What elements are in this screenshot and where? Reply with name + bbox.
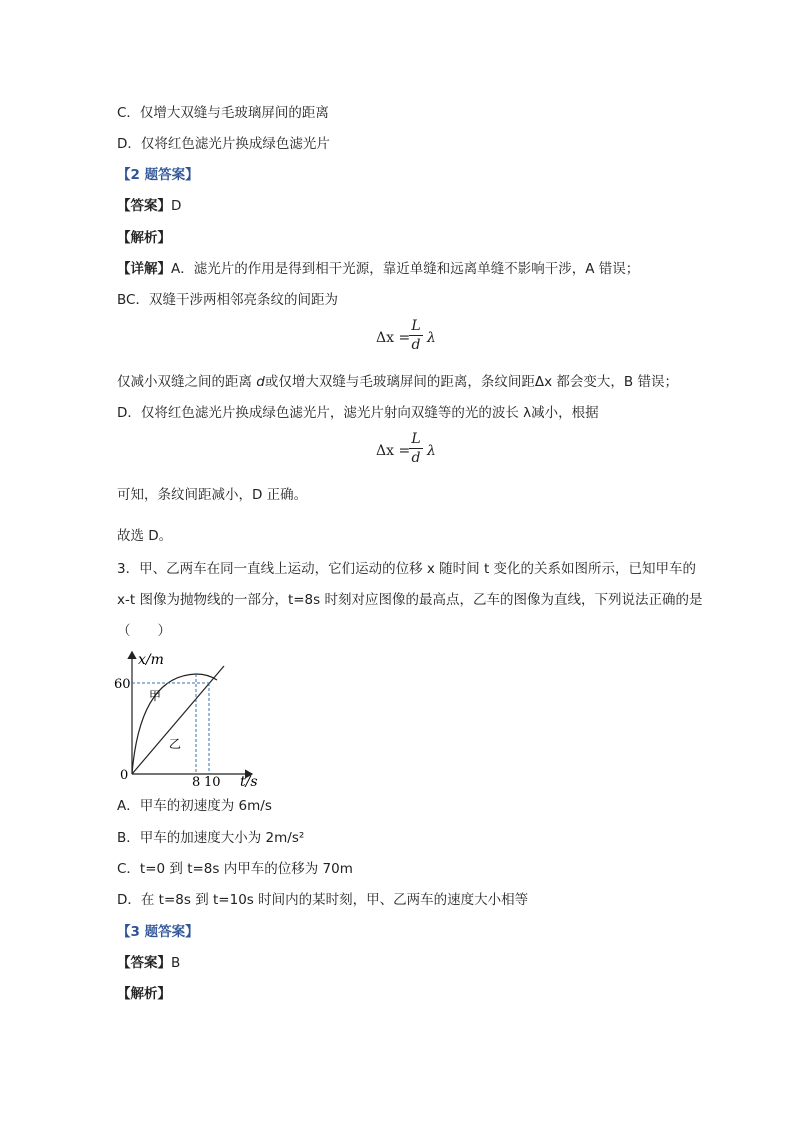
- fraction-bar: [409, 335, 423, 336]
- answer-label: 【答案】: [117, 955, 171, 971]
- q3-stem-line1: 3．甲、乙两车在同一直线上运动，它们运动的位移 x 随时间 t 变化的关系如图所示，已知甲车的: [117, 561, 697, 577]
- detail-label: 【详解】: [117, 261, 171, 277]
- q2-answer-header: 【2 题答案】: [117, 167, 199, 183]
- fringe-spacing-formula-1: [376, 318, 466, 358]
- q3-answer-header: 【3 题答案】: [117, 924, 199, 940]
- q2-d-result: 可知，条纹间距减小，D 正确。: [117, 487, 308, 503]
- q2-detail-d: D．仅将红色滤光片换成绿色滤光片，滤光片射向双缝等的光的波长 λ减小，根据: [117, 405, 599, 421]
- q2-conclusion: 故选 D。: [117, 528, 173, 544]
- y-axis-label: x/m: [138, 652, 164, 668]
- answer-label: 【答案】: [117, 198, 171, 214]
- formula-numerator: L: [411, 431, 421, 447]
- yi-label: 乙: [169, 737, 182, 751]
- q3-option-a: A．甲车的初速度为 6m/s: [117, 798, 272, 814]
- q3-option-c: C．t=0 到 t=8s 内甲车的位移为 70m: [117, 861, 353, 877]
- formula-lhs: Δx =: [376, 443, 411, 459]
- q2-answer: [117, 197, 181, 215]
- q2-analysis-label: 【解析】: [117, 230, 171, 246]
- bc-result-var: d: [256, 374, 265, 390]
- q2-option-c: C．仅增大双缝与毛玻璃屏间的距离: [117, 105, 329, 121]
- q3-stem-line2: x-t 图像为抛物线的一部分，t=8s 时刻对应图像的最高点，乙车的图像为直线，下列说法正确的是: [117, 592, 703, 608]
- q2-bc-result: [117, 373, 678, 391]
- detail-a-text: A．滤光片的作用是得到相干光源，靠近单缝和远离单缝不影响干涉，A 错误；: [171, 261, 640, 277]
- q3-stem-line3: （ ）: [117, 623, 171, 639]
- answer-value: D: [171, 198, 182, 214]
- q2-detail-bc: BC．双缝干涉两相邻亮条纹的间距为: [117, 292, 338, 308]
- q3-option-d: D．在 t=8s 到 t=10s 时间内的某时刻，甲、乙两车的速度大小相等: [117, 892, 529, 908]
- yi-line: [132, 666, 224, 774]
- x-axis-label: t/s: [240, 774, 258, 788]
- x-tick-10: 10: [204, 775, 221, 788]
- xt-graph: [112, 648, 272, 788]
- origin-label: 0: [120, 768, 129, 783]
- formula-lhs: Δx =: [376, 330, 411, 346]
- q3-option-b: B．甲车的加速度大小为 2m/s²: [117, 830, 305, 846]
- q2-detail-a: [117, 260, 639, 278]
- bc-result-post: 或仅增大双缝与毛玻璃屏间的距离，条纹间距Δx 都会变大，B 错误；: [264, 374, 678, 390]
- q2-option-d: D．仅将红色滤光片换成绿色滤光片: [117, 136, 330, 152]
- formula-denominator: d: [411, 337, 421, 353]
- formula-lambda: λ: [427, 330, 436, 346]
- jia-label: 甲: [149, 689, 162, 703]
- formula-lambda: λ: [427, 443, 436, 459]
- fraction-bar: [409, 448, 423, 449]
- q3-analysis-label: 【解析】: [117, 986, 171, 1002]
- bc-result-pre: 仅减小双缝之间的距离: [117, 374, 257, 390]
- y-tick-60: 60: [114, 677, 131, 692]
- formula-fraction: [409, 431, 423, 466]
- answer-value: B: [171, 955, 181, 971]
- q3-answer: [117, 954, 180, 972]
- formula-fraction: [409, 318, 423, 353]
- fringe-spacing-formula-2: [376, 431, 466, 471]
- formula-denominator: d: [411, 450, 421, 466]
- formula-numerator: L: [411, 318, 421, 334]
- x-tick-8: 8: [192, 775, 201, 788]
